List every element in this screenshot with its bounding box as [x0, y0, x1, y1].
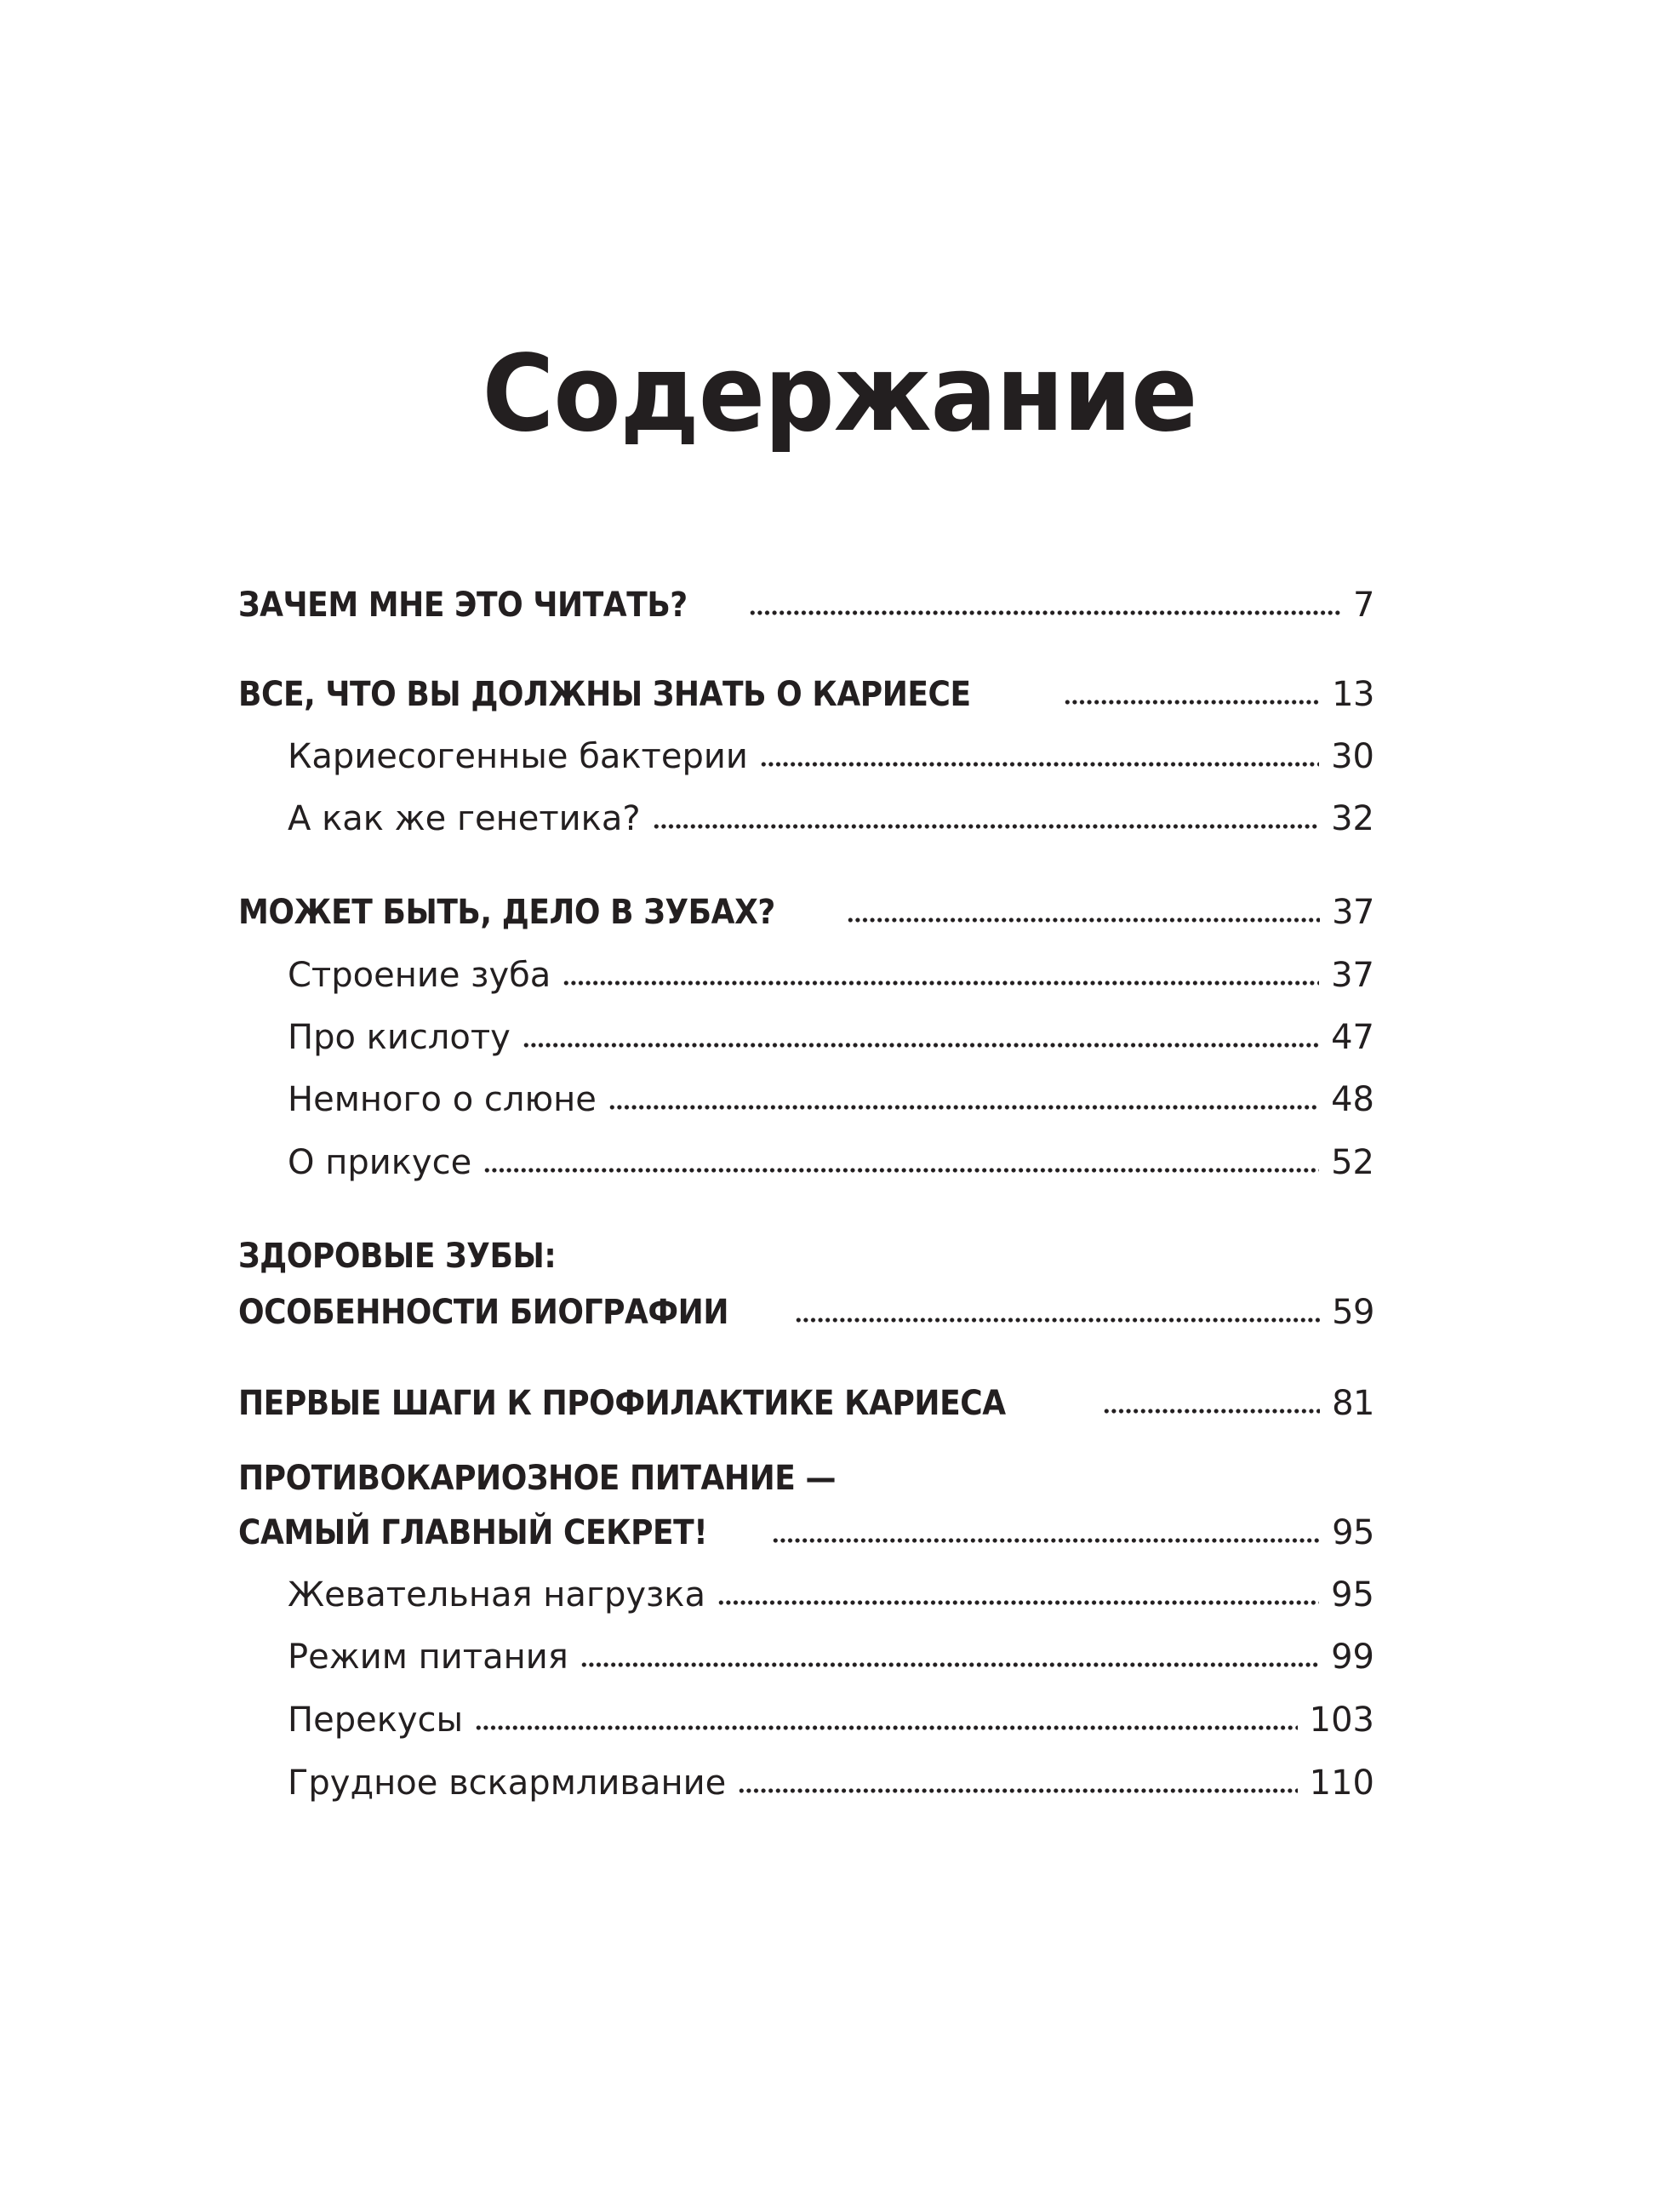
- toc-entry-page-number: 103: [1309, 1700, 1374, 1740]
- toc-entry-page-number: 52: [1331, 1143, 1374, 1182]
- dot-leader: [483, 1167, 1319, 1174]
- toc-entry-title: Немного о слюне: [288, 1080, 597, 1119]
- toc-entry-title: Перекусы: [288, 1700, 464, 1740]
- toc-entry-title: О прикусе: [288, 1143, 472, 1182]
- toc-entry-page-number: 37: [1331, 956, 1374, 995]
- toc-entry-page-number: 99: [1331, 1638, 1374, 1677]
- toc-entry-title: А как же генетика?: [288, 799, 641, 838]
- toc-entry-page-number: 95: [1332, 1513, 1374, 1552]
- toc-entry-page-number: 95: [1331, 1575, 1374, 1615]
- toc-entry-title: Строение зуба: [288, 956, 551, 995]
- dot-leader: [795, 1317, 1320, 1323]
- toc-section-entry[interactable]: [238, 956, 1374, 995]
- toc-chapter-title-line1[interactable]: ПРОТИВОКАРИОЗНОЕ ПИТАНИЕ —: [238, 1459, 837, 1498]
- page-title: Содержание: [482, 333, 1197, 456]
- toc-section-entry[interactable]: [238, 1638, 1374, 1677]
- table-of-contents: [238, 0, 1374, 2212]
- dot-leader: [653, 823, 1320, 830]
- toc-entry-page-number: 48: [1331, 1080, 1374, 1119]
- dot-leader: [717, 1599, 1319, 1606]
- toc-entry-page-number: 37: [1332, 893, 1374, 932]
- toc-section-entry[interactable]: [238, 1763, 1374, 1803]
- toc-entry-page-number: 47: [1331, 1018, 1374, 1057]
- toc-section-entry[interactable]: [238, 1080, 1374, 1119]
- toc-entry-page-number: 81: [1332, 1384, 1374, 1423]
- toc-entry-title: ОСОБЕННОСТИ БИОГРАФИИ: [238, 1293, 729, 1332]
- toc-entry-page-number: 30: [1331, 737, 1374, 776]
- toc-chapter-entry[interactable]: [238, 893, 1374, 932]
- toc-entry-page-number: 7: [1353, 586, 1374, 625]
- toc-section-entry[interactable]: [238, 1143, 1374, 1182]
- dot-leader: [738, 1787, 1297, 1794]
- toc-entry-page-number: 59: [1332, 1293, 1374, 1332]
- toc-section-entry[interactable]: [238, 737, 1374, 776]
- toc-entry-title: Кариесогенные бактерии: [288, 737, 748, 776]
- toc-entry-title: Грудное вскармливание: [288, 1763, 727, 1803]
- toc-chapter-title-line1[interactable]: ЗДОРОВЫЕ ЗУБЫ:: [238, 1237, 557, 1276]
- toc-entry-page-number: 110: [1309, 1763, 1374, 1803]
- dot-leader: [1064, 699, 1320, 706]
- toc-entry-title: Режим питания: [288, 1638, 568, 1677]
- dot-leader: [847, 917, 1320, 923]
- toc-section-entry[interactable]: [238, 1018, 1374, 1057]
- toc-chapter-entry[interactable]: [238, 1293, 1374, 1332]
- dot-leader: [749, 609, 1340, 616]
- toc-chapter-entry[interactable]: [238, 1513, 1374, 1552]
- toc-chapter-entry[interactable]: [238, 675, 1374, 714]
- dot-leader: [608, 1104, 1319, 1111]
- toc-section-entry[interactable]: [238, 1575, 1374, 1615]
- toc-entry-title: ВСЕ, ЧТО ВЫ ДОЛЖНЫ ЗНАТЬ О КАРИЕСЕ: [238, 675, 971, 714]
- toc-entry-title: Про кислоту: [288, 1018, 511, 1057]
- toc-entry-title: МОЖЕТ БЫТЬ, ДЕЛО В ЗУБАХ?: [238, 893, 775, 932]
- toc-entry-title: ПЕРВЫЕ ШАГИ К ПРОФИЛАКТИКЕ КАРИЕСА: [238, 1384, 1006, 1423]
- dot-leader: [760, 761, 1319, 768]
- toc-chapter-entry[interactable]: [238, 586, 1374, 625]
- toc-entry-title: САМЫЙ ГЛАВНЫЙ СЕКРЕТ!: [238, 1513, 708, 1552]
- toc-chapter-entry[interactable]: [238, 1384, 1374, 1423]
- toc-entry-page-number: 13: [1332, 675, 1374, 714]
- toc-section-entry[interactable]: [238, 799, 1374, 838]
- toc-section-entry[interactable]: [238, 1700, 1374, 1740]
- dot-leader: [523, 1042, 1319, 1049]
- toc-entry-page-number: 32: [1331, 799, 1374, 838]
- dot-leader: [772, 1537, 1321, 1544]
- dot-leader: [1103, 1408, 1320, 1415]
- dot-leader: [475, 1724, 1298, 1731]
- dot-leader: [580, 1661, 1319, 1668]
- toc-entry-title: Жевательная нагрузка: [288, 1575, 705, 1615]
- dot-leader: [563, 980, 1319, 986]
- toc-entry-title: ЗАЧЕМ МНЕ ЭТО ЧИТАТЬ?: [238, 586, 688, 625]
